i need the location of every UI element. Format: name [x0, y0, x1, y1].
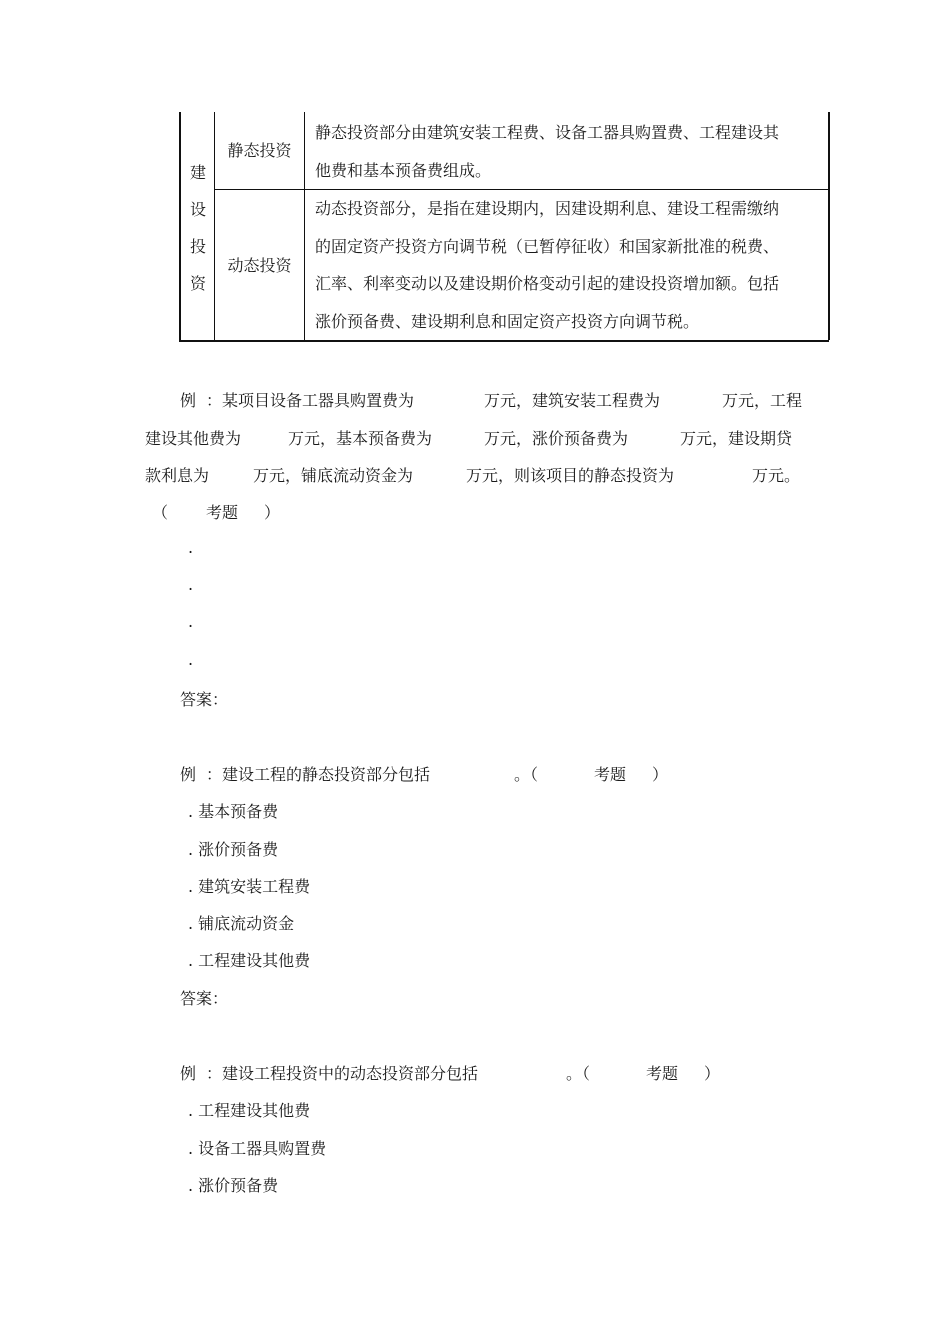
stem-fragment: 建设其他费为	[145, 429, 242, 448]
desc-line: 的固定资产投资方向调节税（已暂停征收）和国家新批准的税费、	[315, 236, 780, 256]
desc-line: 他费和基本预备费组成。	[315, 160, 492, 180]
option-e: . 工程建设其他费	[188, 951, 311, 970]
example-label: 例	[180, 391, 197, 410]
desc-line: 汇率、利率变动以及建设期价格变动引起的建设投资增加额。包括	[315, 274, 780, 293]
stem-fragment: ：某项目设备工器具购置费为	[206, 391, 415, 410]
row-label-dynamic: 动态投资	[227, 256, 292, 275]
option-a: . 基本预备费	[188, 802, 279, 821]
option-b: . 设备工器具购置费	[188, 1139, 327, 1158]
paren-open: （	[152, 503, 169, 522]
example-label: 例	[180, 765, 197, 784]
category-char: 设	[189, 200, 206, 219]
option-c: . 涨价预备费	[188, 1176, 279, 1195]
stem-fragment: 。（	[514, 765, 539, 784]
option-a: .	[188, 538, 194, 557]
stem-fragment: 万元，涨价预备费为	[484, 429, 629, 448]
exam-tag: 考题	[594, 765, 627, 784]
stem-fragment: 万元，铺底流动资金为	[253, 466, 414, 485]
desc-line: 动态投资部分，是指在建设期内，因建设期利息、建设工程需缴纳	[315, 199, 780, 218]
stem-fragment: 万元，建筑安装工程费为	[484, 391, 661, 410]
option-c: .	[188, 612, 194, 631]
stem-fragment: 万元，则该项目的静态投资为	[466, 466, 675, 485]
stem-fragment: 万元，建设期贷	[680, 429, 793, 448]
option-d: . 铺底流动资金	[188, 914, 295, 933]
answer-label: 答案：	[180, 690, 229, 709]
category-char: 投	[189, 237, 206, 256]
category-char: 建	[189, 163, 206, 182]
stem-fragment: 万元，基本预备费为	[288, 429, 433, 448]
column-divider	[304, 112, 305, 340]
option-b: .	[188, 575, 194, 594]
stem-fragment: ：建设工程投资中的动态投资部分包括	[206, 1064, 479, 1083]
exam-tag: 考题	[646, 1064, 679, 1083]
row-desc-static	[315, 114, 827, 189]
option-b: . 涨价预备费	[188, 840, 279, 859]
option-a: . 工程建设其他费	[188, 1101, 311, 1120]
answer-label: 答案：	[180, 989, 229, 1008]
investment-table	[179, 112, 829, 342]
stem-fragment: 万元。	[752, 466, 801, 485]
paren-close: ）	[264, 503, 281, 522]
stem-fragment: 万元，工程	[722, 391, 803, 410]
example-label: 例	[180, 1064, 197, 1083]
row-label-static: 静态投资	[227, 141, 292, 160]
exam-tag: 考题	[206, 503, 239, 522]
stem-fragment: 款利息为	[145, 466, 210, 485]
desc-line: 涨价预备费、建设期利息和固定资产投资方向调节税。	[315, 311, 700, 331]
option-d: .	[188, 650, 194, 669]
row-desc-dynamic	[315, 190, 827, 340]
desc-line: 静态投资部分由建筑安装工程费、设备工器具购置费、工程建设其	[315, 123, 780, 142]
stem-fragment: ：建设工程的静态投资部分包括	[206, 765, 431, 784]
paren-close: ）	[704, 1064, 721, 1083]
stem-fragment: 。（	[566, 1064, 591, 1083]
table-right-border	[828, 112, 830, 340]
paren-close: ）	[652, 765, 669, 784]
category-char: 资	[189, 274, 206, 293]
option-c: . 建筑安装工程费	[188, 877, 311, 896]
